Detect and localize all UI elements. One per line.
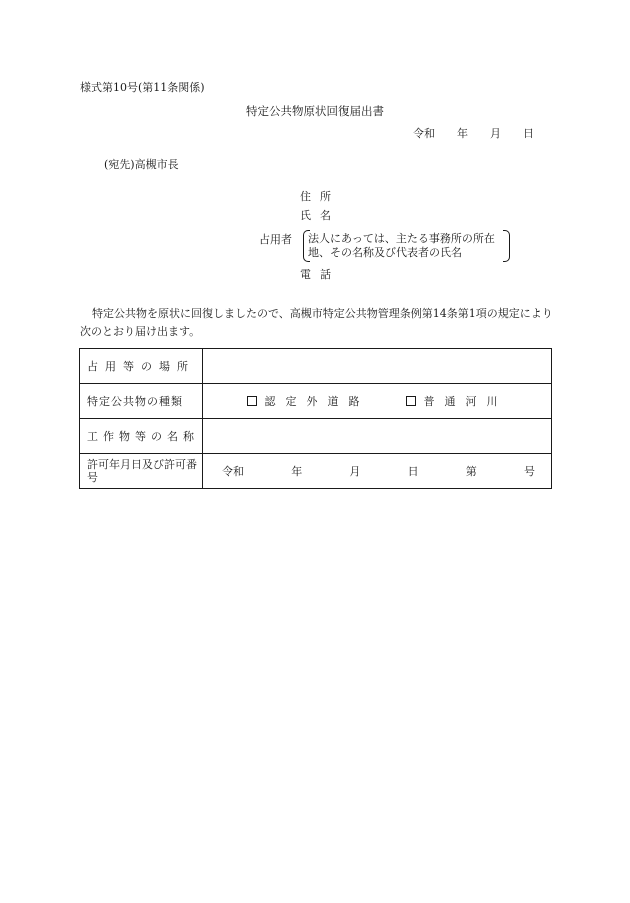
applicant-phone-label: 電話 (300, 268, 340, 281)
form-table (79, 348, 552, 489)
type-label: 特定公共物の種類 (80, 384, 203, 419)
body-text: 特定公共物を原状に回復しましたので、高槻市特定公共物管理条例第14条第1項の規定により次のとおり届け出ます。 (80, 307, 553, 338)
permit-year: 年 (291, 465, 303, 478)
date-year: 年 (457, 127, 468, 140)
table-row (80, 349, 552, 384)
type-options (203, 384, 552, 419)
structure-label: 工作物等の名称 (80, 419, 203, 454)
location-value[interactable] (203, 349, 552, 384)
permit-no-suffix: 号 (523, 465, 535, 478)
date-line (413, 127, 534, 141)
permit-label: 許可年月日及び許可番号 (80, 454, 203, 489)
applicant-address-label: 住所 (300, 190, 340, 203)
occupant-note-line2: 地、その名称及び代表者の氏名 (308, 246, 462, 259)
table-row (80, 384, 552, 419)
type-option-river[interactable] (406, 393, 508, 409)
applicant-name-label: 氏名 (300, 209, 340, 222)
checkbox-icon[interactable] (247, 396, 257, 406)
permit-month: 月 (349, 465, 361, 478)
location-label: 占用等の場所 (80, 349, 203, 384)
occupant-note-line1: 法人にあっては、主たる事務所の所在 (308, 232, 495, 245)
permit-era: 令和 (222, 465, 244, 478)
date-month: 月 (490, 127, 501, 140)
structure-value[interactable] (203, 419, 552, 454)
addressee: (宛先)高槻市長 (104, 158, 179, 171)
table-row (80, 454, 552, 489)
date-era: 令和 (413, 127, 435, 140)
permit-day: 日 (407, 465, 419, 478)
permit-value[interactable] (203, 454, 552, 489)
occupant-note (303, 230, 510, 262)
checkbox-icon[interactable] (406, 396, 416, 406)
form-number: 様式第10号(第11条関係) (80, 81, 205, 94)
bracket-right (503, 230, 510, 262)
table-row (80, 419, 552, 454)
permit-no-prefix: 第 (465, 465, 477, 478)
date-day: 日 (523, 127, 534, 140)
type-option-road[interactable] (247, 393, 370, 409)
type-option-road-label: 認定外道路 (264, 395, 370, 408)
occupant-label: 占用者 (259, 233, 292, 246)
document-title: 特定公共物原状回復届出書 (246, 104, 384, 118)
type-option-river-label: 普通河川 (423, 395, 508, 408)
